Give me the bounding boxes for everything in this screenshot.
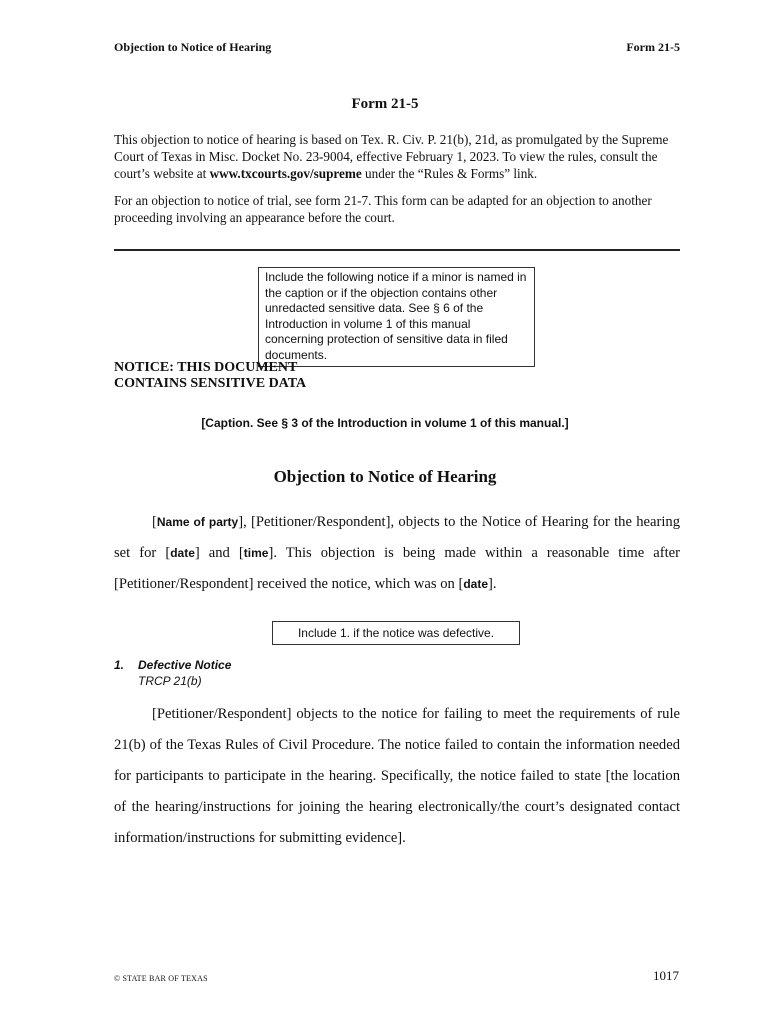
section-rule-citation: TRCP 21(b) bbox=[138, 674, 202, 688]
objection-paragraph bbox=[114, 507, 680, 600]
notice-line-2: CONTAINS SENSITIVE DATA bbox=[114, 376, 307, 391]
caption-placeholder: [Caption. See § 3 of the Introduction in volume 1 of this manual.] bbox=[201, 416, 569, 430]
section-title: Defective Notice bbox=[138, 658, 232, 672]
party-name-blank: Name of party bbox=[156, 515, 239, 529]
notice-date-blank: date bbox=[463, 577, 489, 591]
hearing-date-blank: date bbox=[170, 546, 195, 560]
form-number-heading: Form 21-5 bbox=[351, 96, 419, 112]
defective-notice-instruction-box: Include 1. if the notice was defective. bbox=[272, 621, 520, 645]
hearing-time-blank: time bbox=[243, 546, 269, 560]
document-title: Objection to Notice of Hearing bbox=[273, 467, 497, 486]
running-header-title: Objection to Notice of Hearing bbox=[114, 40, 272, 54]
notice-line-1: NOTICE: THIS DOCUMENT bbox=[114, 360, 298, 375]
sensitive-data-instruction-box: Include the following notice if a minor is named in the caption or if the objection contains other unredacted sensitive data. See § 6 of the Introduction in volume 1 of this manual concerning protection of sensitive data in filed documents. bbox=[258, 267, 535, 367]
intro-text-end: under the “Rules & Forms” link. bbox=[361, 166, 538, 181]
page-number: 1017 bbox=[653, 968, 679, 983]
defective-notice-paragraph bbox=[114, 699, 680, 854]
intro-paragraph-adapt: For an objection to notice of trial, see form 21-7. This form can be adapted for an objection to another proceeding involving an appearance before the court. bbox=[114, 193, 652, 225]
section-number: 1. bbox=[114, 658, 125, 672]
objection-text-3: ]. This objection is being made within a reasonable time after [Petitioner/Respondent] received the notice, which was on [ bbox=[114, 545, 681, 592]
objection-text-4: ]. bbox=[488, 576, 497, 592]
running-header-form-number: Form 21-5 bbox=[626, 40, 680, 54]
sensitive-data-notice bbox=[114, 360, 306, 392]
footer-copyright: © STATE BAR OF TEXAS bbox=[114, 974, 208, 983]
horizontal-divider bbox=[114, 249, 680, 251]
objection-text-2: ] and [ bbox=[194, 545, 244, 561]
intro-text: This objection to notice of hearing is based on Tex. R. Civ. P. 21(b), 21d, as promulgated by the Supreme Court of Texas in Misc. Docket No. 23-9004, effective February 1, 2023. To view the rules, consult the court’s website at bbox=[114, 132, 669, 181]
defective-notice-text: [Petitioner/Respondent] objects to the notice for failing to meet the requirements of rule 21(b) of the Texas Rules of Civil Procedure. The notice failed to contain the information needed for participants to participate in the hearing. Specifically, the notice failed to state [the location of the hearing/instructions for joining the hearing electronically/the court’s designated contact information/instructions for submitting evidence]. bbox=[114, 706, 680, 846]
intro-paragraph-rules bbox=[114, 131, 680, 182]
txcourts-link[interactable]: www.txcourts.gov/supreme bbox=[209, 166, 362, 181]
bracket: [ bbox=[152, 514, 157, 530]
objection-text-1: ], [Petitioner/Respondent], objects to the Notice of Hearing for the hearing set for [ bbox=[114, 514, 681, 561]
